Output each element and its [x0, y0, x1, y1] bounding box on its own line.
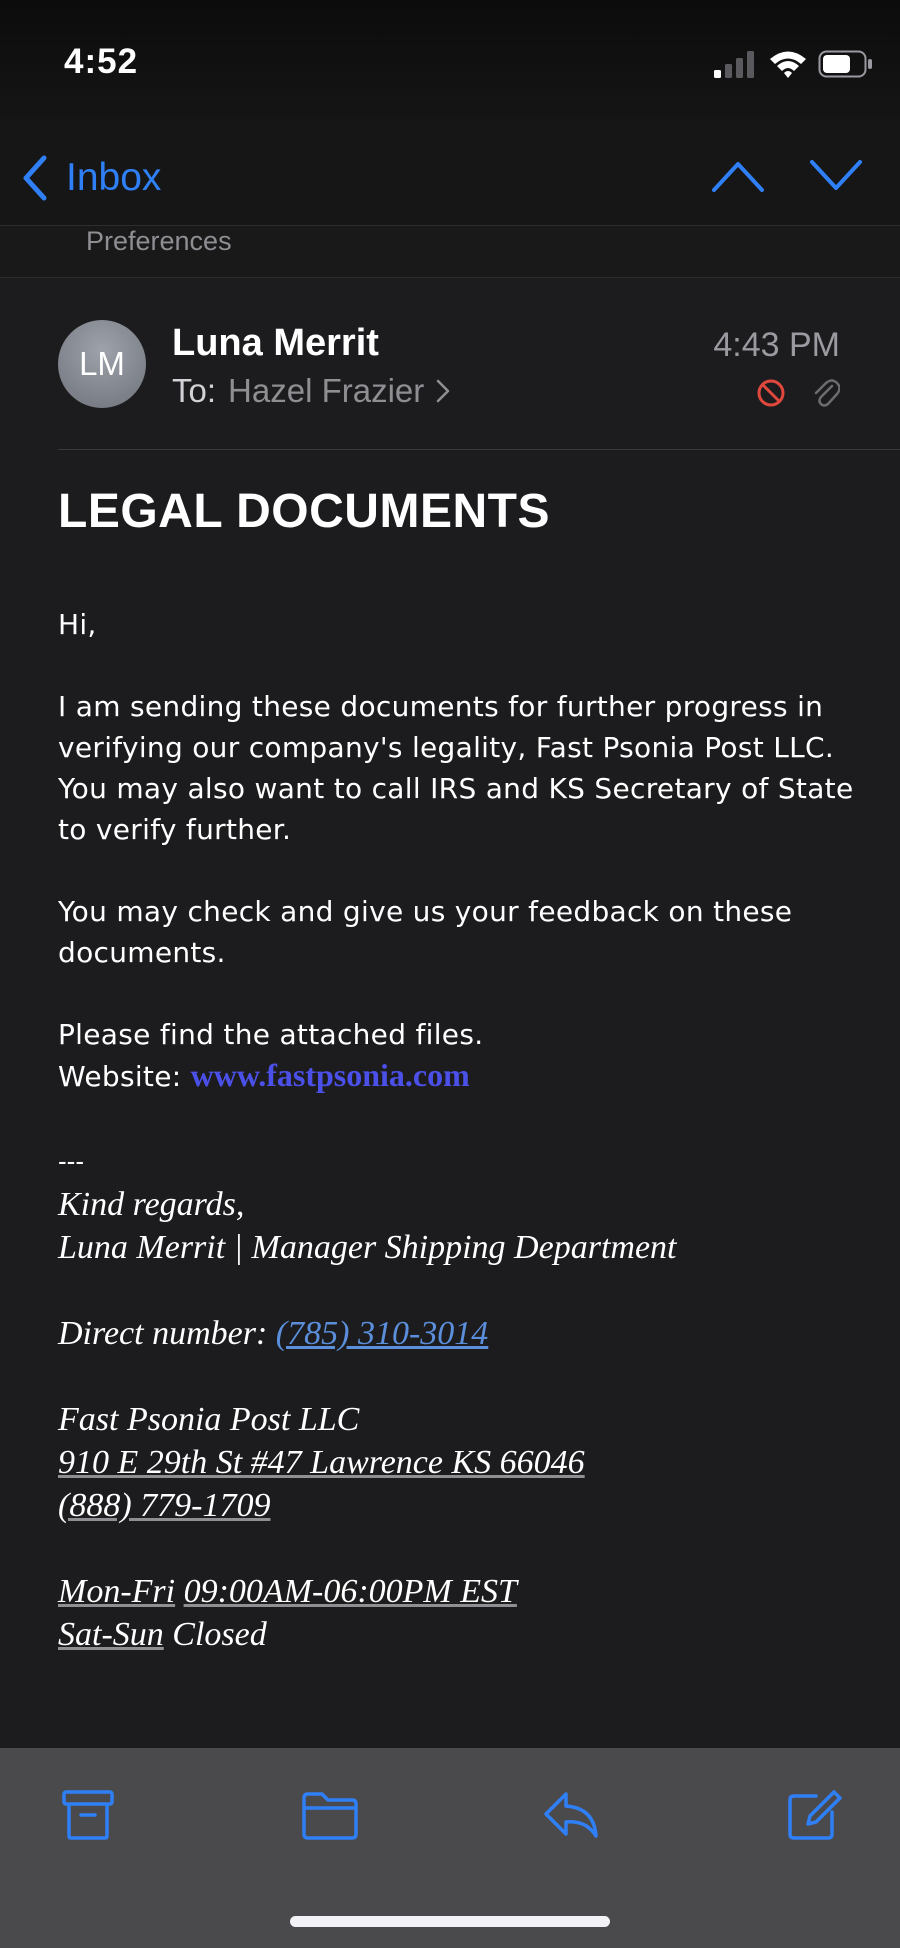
back-to-inbox-button[interactable]: [20, 148, 161, 208]
direct-number-link[interactable]: (785) 310-3014: [275, 1315, 489, 1352]
to-label: To:: [172, 372, 217, 409]
preferences-strip: [0, 226, 900, 278]
body-paragraph-3: Please find the attached files.: [58, 1018, 484, 1051]
signature: [58, 1140, 878, 1656]
message-body: [58, 604, 858, 1097]
sender-name[interactable]: Luna Merrit: [172, 322, 379, 364]
signature-dashes: ---: [58, 1146, 84, 1176]
weekend-status: Closed: [172, 1616, 267, 1653]
message-header: [0, 280, 900, 450]
signature-company: Fast Psonia Post LLC: [58, 1401, 360, 1438]
back-label: Inbox: [66, 156, 162, 199]
compose-icon[interactable]: [786, 1788, 842, 1842]
recipient-name: Hazel Frazier: [228, 372, 425, 409]
message-subject: LEGAL DOCUMENTS: [58, 485, 550, 538]
status-time: 4:52: [64, 42, 139, 81]
preferences-label[interactable]: Preferences: [86, 226, 232, 256]
header-divider: [58, 449, 900, 450]
navigation-bar: [0, 120, 900, 226]
signature-regards: Kind regards,: [58, 1186, 245, 1223]
previous-message-button[interactable]: [710, 156, 766, 196]
direct-number-line: [58, 1312, 878, 1355]
back-chevron-icon: [20, 154, 50, 202]
hours-time[interactable]: 09:00AM-06:00PM EST: [183, 1573, 517, 1610]
chevron-right-icon: [436, 379, 450, 403]
battery-icon: [818, 50, 874, 78]
next-message-button[interactable]: [808, 156, 864, 196]
signature-phone[interactable]: (888) 779-1709: [58, 1487, 271, 1524]
website-link[interactable]: www.fastpsonia.com: [190, 1057, 470, 1093]
hours-days[interactable]: Mon-Fri: [58, 1573, 176, 1610]
signature-address[interactable]: 910 E 29th St #47 Lawrence KS 66046: [58, 1444, 585, 1481]
website-label: Website:: [58, 1060, 182, 1093]
paperclip-icon: [812, 376, 840, 410]
recipient-line[interactable]: [172, 372, 450, 410]
reply-icon[interactable]: [542, 1788, 600, 1842]
direct-number-label: Direct number:: [58, 1315, 268, 1352]
message-time: 4:43 PM: [713, 326, 840, 364]
website-line: [58, 1055, 858, 1097]
cellular-signal-icon: [714, 50, 756, 78]
weekend-days[interactable]: Sat-Sun: [58, 1616, 164, 1653]
signature-name-title: Luna Merrit | Manager Shipping Department: [58, 1229, 677, 1266]
home-indicator[interactable]: [290, 1916, 610, 1927]
body-paragraph-2: You may check and give us your feedback on these documents.: [58, 895, 793, 969]
avatar[interactable]: LM: [58, 320, 146, 408]
block-icon: [756, 378, 786, 408]
wifi-icon: [768, 48, 808, 80]
status-bar: [0, 0, 900, 120]
weekend-line: [58, 1613, 878, 1656]
folder-icon[interactable]: [300, 1788, 360, 1842]
archive-icon[interactable]: [60, 1788, 116, 1842]
hours-line: [58, 1570, 878, 1613]
body-paragraph-1: I am sending these documents for further progress in verifying our company's legality, Fast Psonia Post LLC. You may also want to call IRS and KS Secretary of State to verify further.: [58, 690, 854, 846]
greeting: Hi,: [58, 608, 97, 641]
